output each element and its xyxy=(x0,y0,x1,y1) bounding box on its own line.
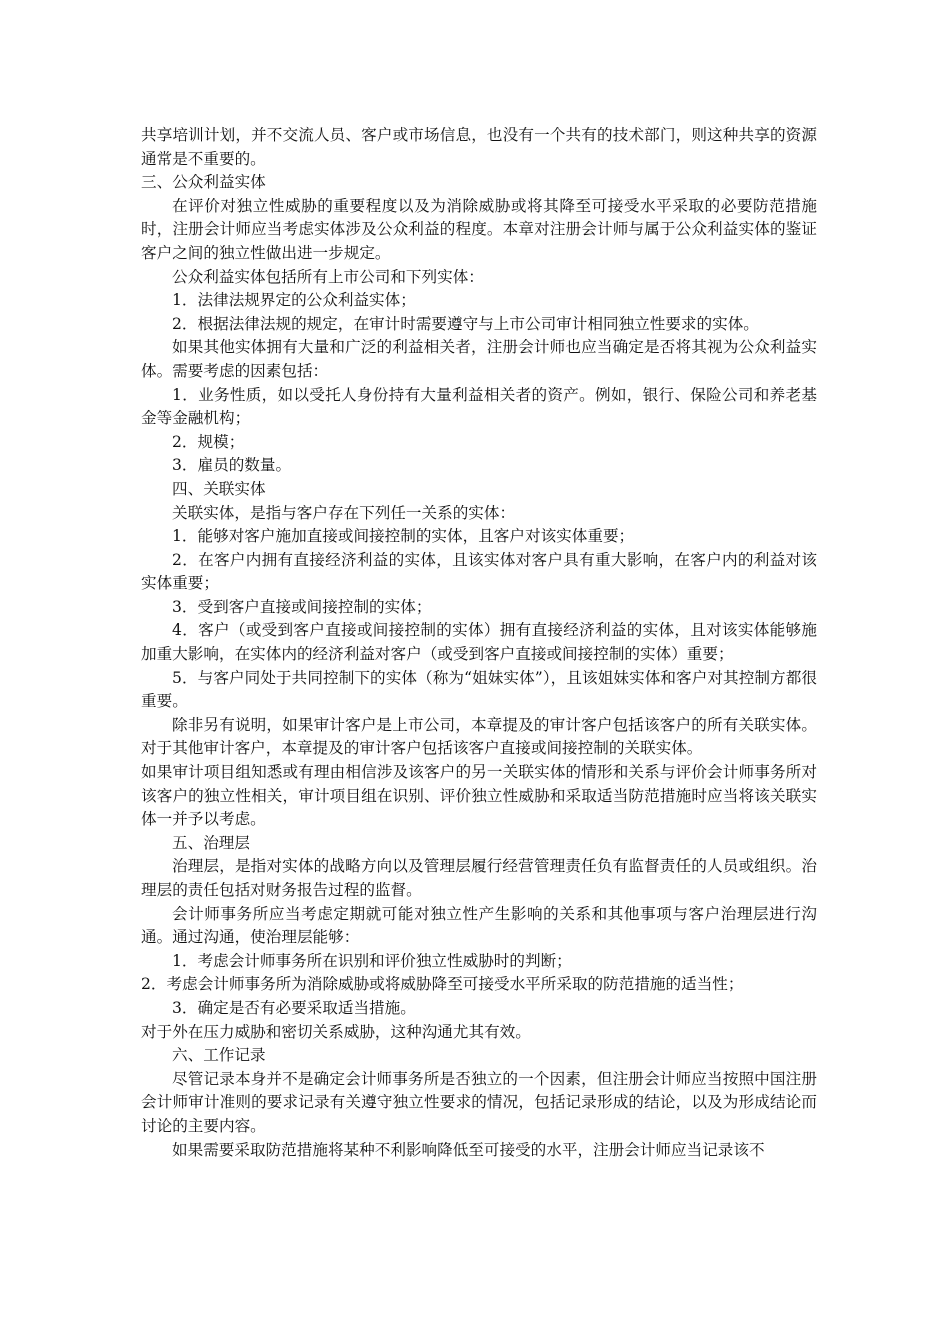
paragraph: 治理层，是指对实体的战略方向以及管理层履行经营管理责任负有监督责任的人员或组织。治理层的责任包括对财务报告过程的监督。 xyxy=(141,857,817,899)
paragraph: 六、工作记录 xyxy=(172,1046,266,1065)
paragraph: 如果审计项目组知悉或有理由相信涉及该客户的另一关联实体的情形和关系与评价会计师事务所对该客户的独立性相关，审计项目组在识别、评价独立性威胁和采取适当防范措施时应当将该关联实体一并予以考虑。 xyxy=(141,763,817,829)
paragraph: 2．根据法律法规的规定，在审计时需要遵守与上市公司审计相同独立性要求的实体。 xyxy=(172,314,759,333)
paragraph: 2．在客户内拥有直接经济利益的实体，且该实体对客户具有重大影响，在客户内的利益对该实体重要； xyxy=(141,550,817,593)
paragraph: 3．确定是否有必要采取适当措施。 xyxy=(172,998,416,1017)
paragraph: 三、公众利益实体 xyxy=(141,173,266,192)
paragraph: 1．考虑会计师事务所在识别和评价独立性威胁时的判断； xyxy=(172,951,572,970)
paragraph: 四、关联实体 xyxy=(172,479,266,498)
paragraph: 3．受到客户直接或间接控制的实体； xyxy=(172,597,432,616)
paragraph: 4．客户（或受到客户直接或间接控制的实体）拥有直接经济利益的实体，且对该实体能够施加重大影响，在实体内的经济利益对客户（或受到客户直接或间接控制的实体）重要； xyxy=(141,621,817,664)
paragraph: 除非另有说明，如果审计客户是上市公司，本章提及的审计客户包括该客户的所有关联实体。对于其他审计客户，本章提及的审计客户包括该客户直接或间接控制的关联实体。 xyxy=(141,715,817,758)
paragraph: 如果其他实体拥有大量和广泛的利益相关者，注册会计师也应当确定是否将其视为公众利益实体。需要考虑的因素包括： xyxy=(141,338,817,380)
paragraph: 关联实体，是指与客户存在下列任一关系的实体： xyxy=(172,503,516,522)
paragraph: 共享培训计划，并不交流人员、客户或市场信息，也没有一个共有的技术部门，则这种共享的资源通常是不重要的。 xyxy=(141,126,817,168)
paragraph: 5．与客户同处于共同控制下的实体（称为“姐妹实体”），且该姐妹实体和客户对其控制方都很重要。 xyxy=(141,668,817,711)
paragraph: 尽管记录本身并不是确定会计师事务所是否独立的一个因素，但注册会计师应当按照中国注册会计师审计准则的要求记录有关遵守独立性要求的情况，包括记录形成的结论，以及为形成结论而讨论的主要内容。 xyxy=(141,1069,817,1135)
paragraph: 1．业务性质，如以受托人身份持有大量利益相关者的资产。例如，银行、保险公司和养老基金等金融机构； xyxy=(141,385,817,428)
paragraph: 公众利益实体包括所有上市公司和下列实体： xyxy=(172,267,484,286)
paragraph: 如果需要采取防范措施将某种不利影响降低至可接受的水平，注册会计师应当记录该不 xyxy=(172,1140,765,1159)
paragraph: 在评价对独立性威胁的重要程度以及为消除威胁或将其降至可接受水平采取的必要防范措施时，注册会计师应当考虑实体涉及公众利益的程度。本章对注册会计师与属于公众利益实体的鉴证客户之间的独立性做出进一步规定。 xyxy=(141,196,817,262)
document-page xyxy=(141,124,817,1162)
paragraph: 2．规模； xyxy=(172,432,245,451)
paragraph: 对于外在压力威胁和密切关系威胁，这种沟通尤其有效。 xyxy=(141,1022,531,1041)
paragraph: 1．能够对客户施加直接或间接控制的实体，且客户对该实体重要； xyxy=(172,527,635,546)
paragraph: 3．雇员的数量。 xyxy=(172,456,292,475)
paragraph: 五、治理层 xyxy=(172,833,250,852)
paragraph: 2．考虑会计师事务所为消除威胁或将威胁降至可接受水平所采取的防范措施的适当性； xyxy=(141,975,744,994)
paragraph: 会计师事务所应当考虑定期就可能对独立性产生影响的关系和其他事项与客户治理层进行沟通。通过沟通，使治理层能够： xyxy=(141,904,817,947)
paragraph: 1．法律法规界定的公众利益实体； xyxy=(172,291,416,310)
